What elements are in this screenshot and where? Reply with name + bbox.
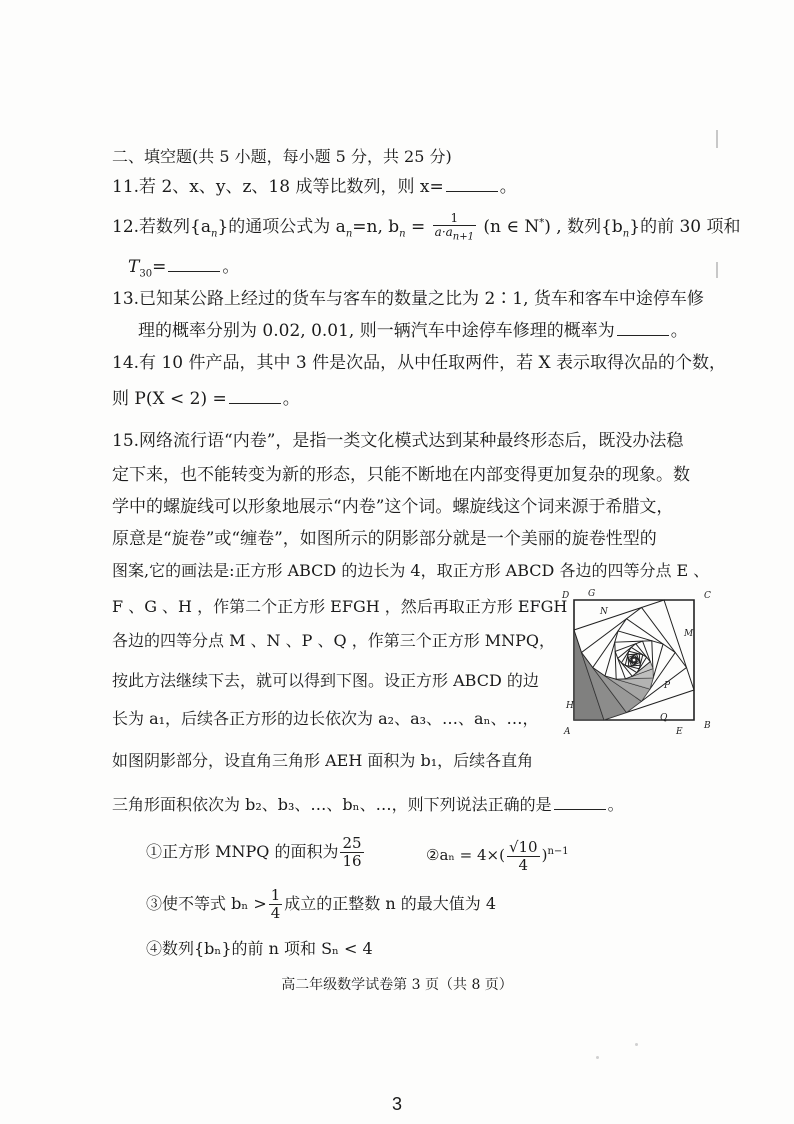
- figure-label-A: A: [564, 727, 571, 737]
- q15-line: 按此方法继续下去，就可以得到下图。设正方形 ABCD 的边: [112, 671, 539, 690]
- q15-line: 学中的螺旋线可以形象地展示“内卷”这个词。螺旋线这个词来源于希腊文，: [112, 497, 674, 517]
- q15-line: 如图阴影部分，设直角三角形 AEH 面积为 b₁，后续各直角: [112, 751, 534, 770]
- figure-label-E: E: [676, 727, 683, 737]
- q15-line: 网络流行语“内卷”，是指一类文化模式达到某种最终形态后，既没办法稳: [139, 431, 684, 451]
- q15-line: 图案,它的画法是:正方形 ABCD 的边长为 4，取正方形 ABCD 各边的四等分点 E 、: [112, 561, 710, 580]
- figure-label-P: P: [664, 681, 671, 691]
- opt3-text: ③使不等式 bₙ >: [146, 894, 267, 913]
- nested-square: [632, 658, 636, 662]
- nested-squares: [574, 600, 694, 720]
- q15-option-4: ④数列{bₙ}的前 n 项和 Sₙ < 4: [146, 939, 373, 958]
- scan-mark: [716, 262, 718, 278]
- question-11: [112, 176, 517, 198]
- q12-number: 12.: [112, 217, 140, 238]
- q15-line-last: [112, 794, 624, 816]
- opt2-text: ②aₙ = 4×(: [426, 846, 505, 864]
- opt2-close: ): [541, 846, 548, 864]
- opt2-exp: n−1: [547, 846, 569, 857]
- q15-answer-blank[interactable]: [554, 795, 606, 810]
- q11-answer-blank[interactable]: [446, 177, 498, 192]
- opt2-den: 4: [518, 855, 529, 874]
- opt2-num: √10: [508, 837, 538, 856]
- scan-speck: [596, 1056, 599, 1059]
- q12-fraction-numerator: 1: [433, 212, 476, 226]
- q12-sub: n: [211, 228, 218, 240]
- q12-fraction: [433, 212, 476, 243]
- page-footer: 高二年级数学试卷第 3 页（共 8 页）: [281, 977, 513, 993]
- question-15: [112, 430, 683, 452]
- q11-number: 11.: [112, 177, 140, 197]
- q15-end: 。: [607, 795, 624, 814]
- q15-line: 原意是“旋卷”或“缠卷”，如图所示的阴影部分就是一个美丽的旋卷性型的: [112, 529, 657, 549]
- question-14-line2: [112, 388, 300, 410]
- q12-text-e: (n ∈ N: [477, 217, 540, 238]
- q15-number: 15.: [112, 431, 140, 451]
- opt1-fraction: [340, 835, 363, 870]
- q15-option-1: [146, 834, 366, 870]
- q14-line1: 有 10 件产品，其中 3 件是次品，从中任取两件，若 X 表示取得次品的个数，: [139, 353, 727, 373]
- q12-sub: n: [399, 228, 406, 240]
- opt3-suffix: 成立的正整数 n 的最大值为 4: [284, 894, 497, 913]
- q12-text-a: 若数列{a: [139, 217, 211, 238]
- scan-speck: [635, 1043, 638, 1046]
- scan-mark: [716, 130, 718, 148]
- q12-t: T: [128, 257, 140, 277]
- q15-line: 定下来，也不能转变为新的形态，只能不断地在内部变得更加复杂的现象。数: [112, 465, 690, 485]
- q14-line2: 则 P(X < 2) =: [112, 389, 227, 409]
- figure-label-C: C: [704, 591, 711, 601]
- question-13-line2: [138, 320, 688, 342]
- opt3-num: 1: [270, 886, 281, 904]
- q12-text-b: }的通项公式为 a: [217, 217, 346, 238]
- q12-answer-blank[interactable]: [168, 257, 220, 272]
- figure-label-M: M: [684, 629, 694, 639]
- figure-label-B: B: [704, 721, 711, 731]
- figure-label-D: D: [562, 591, 570, 601]
- q15-line: 长为 a₁，后续各正方形的边长依次为 a₂、a₃、…、aₙ、…，: [112, 709, 539, 728]
- q12-text-c: =n, b: [352, 217, 400, 238]
- figure-label-N: N: [600, 607, 608, 617]
- question-13: [112, 288, 704, 310]
- opt2-fraction: [507, 839, 540, 874]
- q12-sup: *: [539, 217, 545, 229]
- q15-option-2: [426, 834, 569, 874]
- q13-number: 13.: [112, 289, 140, 309]
- q13-line2: 理的概率分别为 0.02, 0.01, 则一辆汽车中途停车修理的概率为: [138, 321, 615, 341]
- q13-line1: 已知某公路上经过的货车与客车的数量之比为 2∶1, 货车和客车中途停车修: [139, 289, 704, 309]
- q14-number: 14.: [112, 353, 140, 373]
- question-14: [112, 352, 726, 374]
- page-number: 3: [391, 1094, 402, 1114]
- q14-answer-blank[interactable]: [229, 389, 281, 404]
- q11-end: 。: [499, 177, 517, 197]
- q15-option-3: [146, 886, 496, 922]
- section-title: 二、填空题(共 5 小题，每小题 5 分，共 25 分): [112, 147, 452, 166]
- q12-eq: =: [152, 257, 167, 277]
- figure-label-Q: Q: [660, 713, 668, 723]
- q12-sub: n: [622, 228, 630, 240]
- figure-label-G: G: [588, 589, 596, 599]
- opt1-num: 25: [342, 834, 362, 852]
- question-12-line2: [128, 256, 239, 285]
- q12-end: 。: [222, 257, 240, 277]
- q15-line: F 、G 、H ，作第二个正方形 EFGH ，然后再取正方形 EFGH: [112, 597, 568, 616]
- opt1-den: 16: [342, 852, 362, 870]
- q11-text: 若 2、x、y、z、18 成等比数列，则 x=: [139, 177, 444, 197]
- opt3-fraction: [269, 887, 283, 922]
- q12-fraction-denominator: [433, 226, 476, 243]
- question-12: [112, 212, 741, 246]
- q15-line: 三角形面积依次为 b₂、b₃、…、bₙ、…，则下列说法正确的是: [112, 795, 552, 814]
- q12-den-text: a·a: [434, 225, 453, 239]
- opt1-text: ①正方形 MNPQ 的面积为: [146, 842, 339, 861]
- q15-line: 各边的四等分点 M 、N 、P 、Q ，作第三个正方形 MNPQ，: [112, 631, 556, 650]
- q12-text-d: =: [405, 217, 431, 238]
- q12-text-f: ) , 数列{b: [544, 217, 623, 238]
- figure-label-H: H: [566, 701, 574, 711]
- spiral-squares-figure: [560, 588, 712, 738]
- q13-end: 。: [670, 321, 688, 341]
- q12-t-sub: 30: [139, 268, 153, 280]
- q14-end: 。: [282, 389, 300, 409]
- q12-text-g: }的前 30 项和: [629, 217, 741, 238]
- q13-answer-blank[interactable]: [617, 321, 669, 336]
- q12-sub: n: [345, 228, 353, 240]
- q12-den-sub: n+1: [452, 231, 474, 243]
- opt3-den: 4: [270, 904, 281, 922]
